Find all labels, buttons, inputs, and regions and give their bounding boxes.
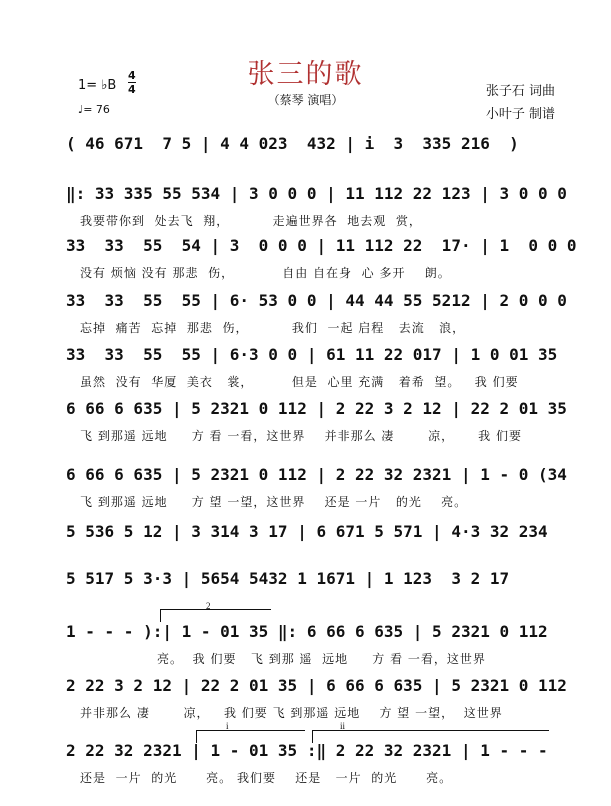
volta-label: 2 [206,601,211,611]
lyric-line: 还是 一片 的光 亮。 我们要 还是 一片 的光 亮。 [80,771,453,785]
notation-line: 6 66 6 635 | 5 2321 0 112 | 2 22 3 2 12 | 22 2 01 35 [66,399,567,418]
arranger-credit: 小叶子 制谱 [485,107,555,122]
lyric-line: 忘掉 痛苦 忘掉 那悲 伤， 我们 一起 启程 去流 浪， [80,321,466,335]
volta-label: ii [340,721,346,731]
notation-line: ‖: 33 335 55 534 | 3 0 0 0 | 11 112 22 123 | 3 0 0 0 [66,184,567,203]
notation-line: 33 33 55 55 | 6·3 0 0 | 61 11 22 017 | 1 0 01 35 [66,345,558,364]
volta-label: i [226,721,229,731]
notation-line: 2 22 3 2 12 | 22 2 01 35 | 6 66 6 635 | 5 2321 0 112 [66,676,567,695]
lyric-line: 虽然 没有 华厦 美衣 裳， 但是 心里 充满 着希 望。 我 们要 [80,375,519,389]
lyric-line: 飞 到那遥 远地 方 看 一看，这世界 并非那么 凄 凉， 我 们要 [80,429,522,443]
lyric-line: 并非那么 凄 凉， 我 们要 飞 到那遥 远地 方 望 一望， 这世界 [80,706,503,720]
lyric-line: 没有 烦恼 没有 那悲 伤， 自由 自在身 心 多开 朗。 [80,266,451,280]
key-signature: 1= ♭B [78,78,117,93]
song-title: 张三的歌 [247,59,364,90]
lyric-line: 飞 到那遥 远地 方 望 一望，这世界 还是 一片 的光 亮。 [80,495,468,509]
notation-line: 33 33 55 55 | 6· 53 0 0 | 44 44 55 5212 | 2 0 0 0 [66,291,567,310]
composer-credit: 张子石 词曲 [485,84,555,99]
tempo-marking: ♩= 76 [78,103,110,116]
time-signature-bottom: 4 [128,83,136,96]
time-signature-top: 4 [128,69,136,82]
notation-line: 5 536 5 12 | 3 314 3 17 | 6 671 5 571 | 4·3 32 234 [66,522,548,541]
notation-line: ( 46 671 7 5 | 4 4 023 432 | i 3 335 216 ) [66,134,519,153]
lyric-line: 亮。 我 们要 飞 到那 遥 远地 方 看 一看，这世界 [80,652,486,666]
song-subtitle: （蔡琴 演唱） [267,93,344,107]
notation-line: 2 22 32 2321 | 1 - 01 35 :‖ 2 22 32 2321 | 1 - - - [66,741,548,760]
volta-bracket [160,609,271,622]
time-signature [128,70,136,95]
notation-line: 5 517 5 3·3 | 5654 5432 1 1671 | 1 123 3 2 17 [66,569,510,588]
lyric-line: 我要带你到 处去飞 翔， 走遍世界各 地去观 赏， [80,214,422,228]
notation-line: 33 33 55 54 | 3 0 0 0 | 11 112 22 17· | 1 0 0 0 [66,236,577,255]
notation-line: 6 66 6 635 | 5 2321 0 112 | 2 22 32 2321 | 1 - 0 (34 [66,465,567,484]
notation-line: 1 - - - ):| 1 - 01 35 ‖: 6 66 6 635 | 5 2321 0 112 [66,622,548,641]
